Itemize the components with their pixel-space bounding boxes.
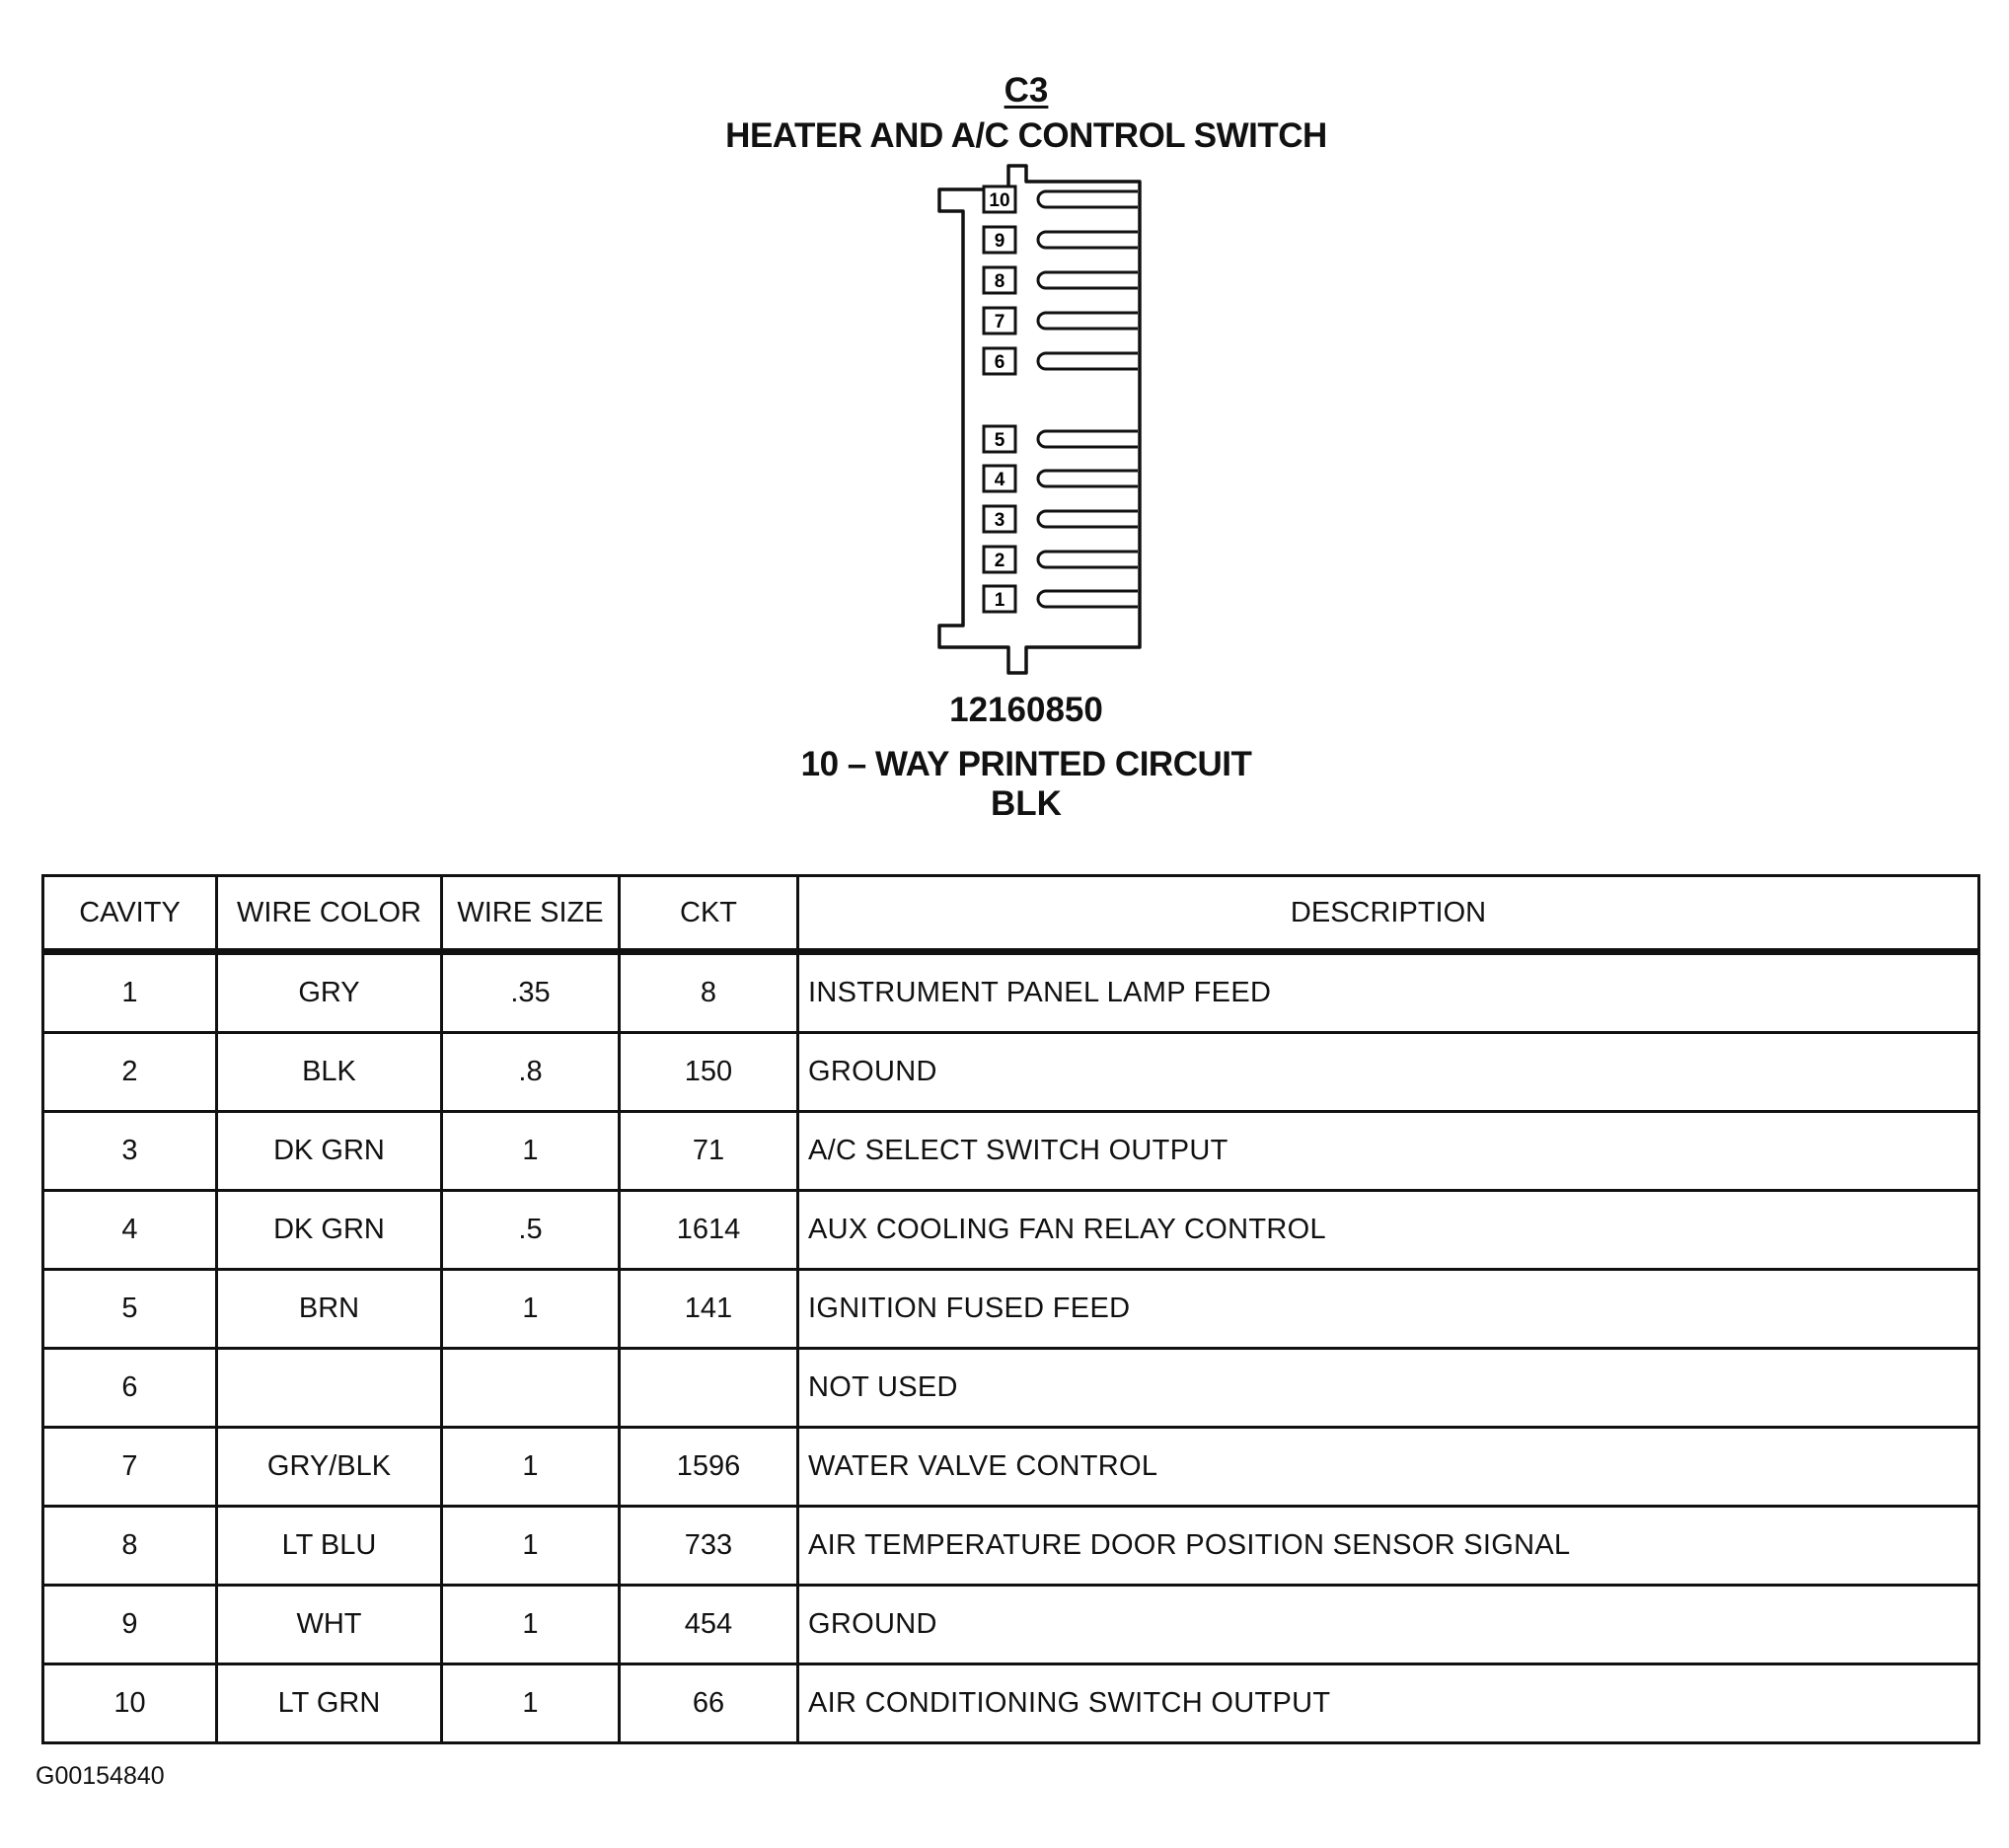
table-header-row [43,876,1979,952]
pin-number: 7 [994,312,1005,333]
table-row [43,1428,1979,1507]
cell-wire-size: 1 [442,1112,620,1191]
pin-number: 3 [994,510,1005,531]
terminal-strip [1038,431,1138,447]
terminal-strip [1038,511,1138,527]
cell-description: AIR CONDITIONING SWITCH OUTPUT [798,1664,1979,1743]
cell-description: WATER VALVE CONTROL [798,1428,1979,1507]
table-row [43,1586,1979,1664]
cell-cavity: 4 [43,1191,217,1270]
header-ckt: CKT [620,876,798,952]
terminal-strip [1038,471,1138,486]
cell-wire-color [217,1349,442,1428]
cell-cavity: 1 [43,952,217,1033]
cell-cavity: 10 [43,1664,217,1743]
terminal-strip [1038,232,1138,248]
pin-number: 4 [994,470,1005,490]
cell-ckt: 454 [620,1586,798,1664]
cell-description: INSTRUMENT PANEL LAMP FEED [798,952,1979,1033]
cell-ckt: 1596 [620,1428,798,1507]
cell-cavity: 3 [43,1112,217,1191]
cell-wire-size: 1 [442,1270,620,1349]
cell-description: GROUND [798,1586,1979,1664]
table-row [43,1191,1979,1270]
terminal-strip [1038,591,1138,607]
connector-id: C3 [1004,71,1049,110]
table-row [43,1349,1979,1428]
cell-ckt: 141 [620,1270,798,1349]
part-number: 12160850 [949,691,1103,729]
cell-wire-color: GRY [217,952,442,1033]
cell-wire-size: .8 [442,1033,620,1112]
pin-number: 9 [994,231,1005,252]
cell-wire-color: BLK [217,1033,442,1112]
pin-number: 2 [994,551,1005,571]
pin-table-body [43,952,1979,1743]
connector-drawing [928,158,1164,681]
cell-cavity: 2 [43,1033,217,1112]
cell-cavity: 5 [43,1270,217,1349]
header-wire-size: WIRE SIZE [442,876,620,952]
pin-number: 6 [994,352,1005,373]
header-description: DESCRIPTION [798,876,1979,952]
cell-cavity: 9 [43,1586,217,1664]
pins-group [984,186,1138,612]
cell-ckt: 71 [620,1112,798,1191]
terminal-strip [1038,272,1138,288]
table-row [43,952,1979,1033]
cell-wire-size: 1 [442,1507,620,1586]
table-row [43,1664,1979,1743]
cell-description: GROUND [798,1033,1979,1112]
cell-cavity: 8 [43,1507,217,1586]
cell-ckt: 1614 [620,1191,798,1270]
cell-wire-color: BRN [217,1270,442,1349]
cell-wire-color: GRY/BLK [217,1428,442,1507]
pin-number: 5 [994,430,1005,451]
cell-description: AIR TEMPERATURE DOOR POSITION SENSOR SIGNAL [798,1507,1979,1586]
cell-wire-color: WHT [217,1586,442,1664]
pin-number: 8 [994,271,1005,292]
cell-wire-color: LT BLU [217,1507,442,1586]
cell-ckt: 733 [620,1507,798,1586]
cell-wire-size: 1 [442,1664,620,1743]
table-row [43,1033,1979,1112]
table-row [43,1270,1979,1349]
cell-wire-size [442,1349,620,1428]
header-wire-color: WIRE COLOR [217,876,442,952]
cell-cavity: 6 [43,1349,217,1428]
cell-ckt: 150 [620,1033,798,1112]
cell-wire-size: 1 [442,1586,620,1664]
connector-name: HEATER AND A/C CONTROL SWITCH [725,116,1327,155]
cell-wire-size: 1 [442,1428,620,1507]
terminal-strip [1038,353,1138,369]
cell-cavity: 7 [43,1428,217,1507]
pin-table [41,874,1980,1744]
pin-number: 1 [994,590,1005,611]
cell-wire-color: LT GRN [217,1664,442,1743]
header-cavity: CAVITY [43,876,217,952]
cell-wire-color: DK GRN [217,1191,442,1270]
terminal-strip [1038,191,1138,207]
cell-wire-color: DK GRN [217,1112,442,1191]
table-row [43,1112,1979,1191]
cell-ckt: 66 [620,1664,798,1743]
cell-ckt: 8 [620,952,798,1033]
table-row [43,1507,1979,1586]
cell-description: AUX COOLING FAN RELAY CONTROL [798,1191,1979,1270]
cell-ckt [620,1349,798,1428]
cell-description: NOT USED [798,1349,1979,1428]
terminal-strip [1038,313,1138,329]
cell-wire-size: .5 [442,1191,620,1270]
terminal-strip [1038,552,1138,567]
circuit-type: 10 – WAY PRINTED CIRCUIT [800,745,1252,783]
cell-description: A/C SELECT SWITCH OUTPUT [798,1112,1979,1191]
cell-wire-size: .35 [442,952,620,1033]
cell-description: IGNITION FUSED FEED [798,1270,1979,1349]
pin-number: 10 [989,190,1010,211]
figure-id: G00154840 [36,1762,165,1790]
connector-color: BLK [991,784,1062,823]
